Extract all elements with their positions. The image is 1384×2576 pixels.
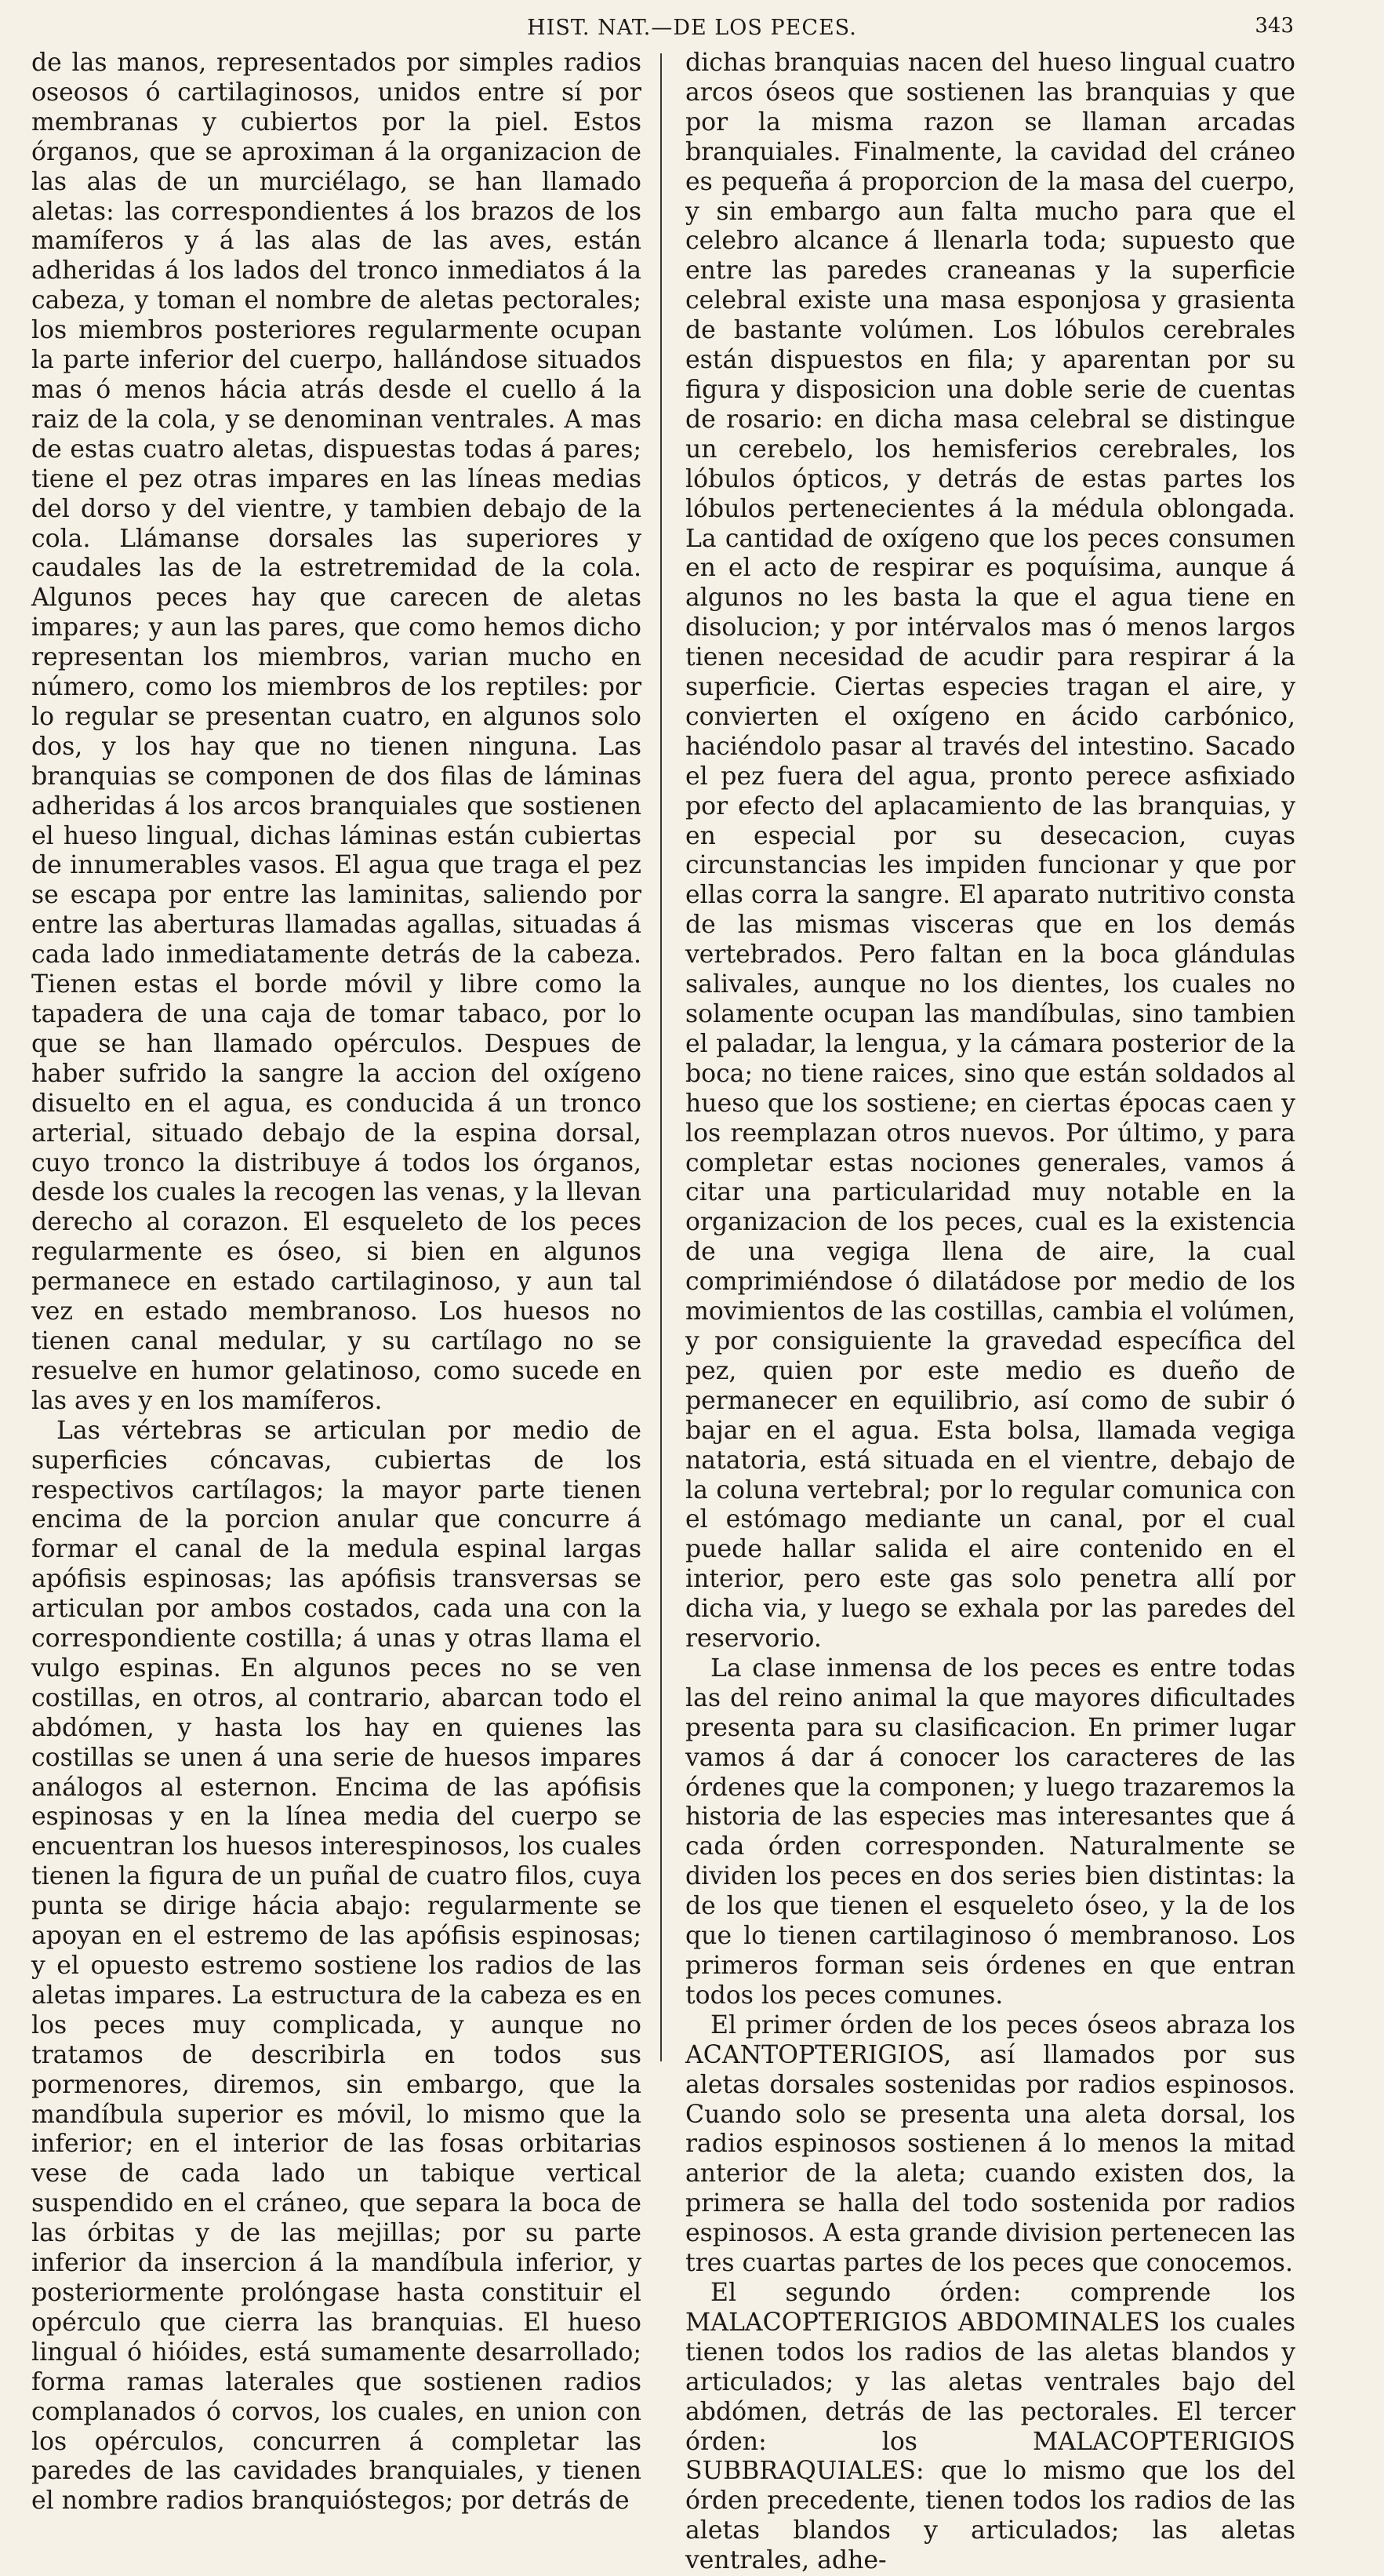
right-column — [685, 49, 1295, 2575]
left-column — [31, 49, 641, 2516]
paragraph: Las vértebras se articulan por medio de superficies cóncavas, cubiertas de los respectivos cartílagos; la mayor parte tienen encima de la porcion anular que concurre á formar el canal de la medula espinal largas apófisis espinosas; las apófisis transversas se articulan por ambos costados, cada una con la correspondiente costilla; á unas y otras llama el vulgo espinas. En algunos peces no se ven costillas, en otros, al contrario, abarcan todo el abdómen, y hasta los hay en quienes las costillas se unen á una serie de huesos impares análogos al esternon. Encima de las apófisis espinosas y en la línea media del cuerpo se encuentran los huesos interespinosos, los cuales tienen la figura de un puñal de cuatro filos, cuya punta se dirige hácia abajo: regularmente se apoyan en el estremo de las apófisis espinosas; y el opuesto estremo sostiene los radios de las aletas impares. La estructura de la cabeza es en los peces muy complicada, y aunque no tratamos de describirla en todos sus pormenores, diremos, sin embargo, que la mandíbula superior es móvil, lo mismo que la inferior; en el interior de las fosas orbitarias vese de cada lado un tabique vertical suspendido en el cráneo, que separa la boca de las órbitas y de las mejillas; por su parte inferior da insercion á la mandíbula inferior, y posteriormente prolóngase hasta constituir el opérculo que cierra las branquias. El hueso lingual ó hióides, está sumamente desarrollado; forma ramas laterales que sostienen radios complanados ó corvos, los cuales, en union con los opérculos, concurren á completar las paredes de las cavidades branquiales, y tienen el nombre radios branquióstegos; por detrás de — [31, 1416, 641, 2516]
page-number: 343 — [1255, 14, 1294, 38]
column-divider — [660, 53, 662, 2061]
paragraph: dichas branquias nacen del hueso lingual cuatro arcos óseos que sostienen las branquias y que por la misma razon se llaman arcadas branquiales. Finalmente, la cavidad del cráneo es pequeña á proporcion de la masa del cuerpo, y sin embargo aun falta mucho para que el celebro alcance á llenarla toda; supuesto que entre las paredes craneanas y la superficie celebral existe una masa esponjosa y grasienta de bastante volúmen. Los lóbulos cerebrales están dispuestos en fila; y aparentan por su figura y disposicion una doble serie de cuentas de rosario: en dicha masa celebral se distingue un cerebelo, los hemisferios cerebrales, los lóbulos ópticos, y detrás de estas partes los lóbulos pertenecientes á la médula oblongada. La cantidad de oxígeno que los peces consumen en el acto de respirar es poquísima, aunque á algunos no les basta la que el agua tiene en disolucion; y por intérvalos mas ó menos largos tienen necesidad de acudir para respirar á la superficie. Ciertas especies tragan el aire, y convierten el oxígeno en ácido carbónico, haciéndolo pasar al través del intestino. Sacado el pez fuera del agua, pronto perece asfixiado por efecto del aplacamiento de las branquias, y en especial por su desecacion, cuyas circunstancias les impiden funcionar y que por ellas corra la sangre. El aparato nutritivo consta de las mismas visceras que en los demás vertebrados. Pero faltan en la boca glándulas salivales, aunque no los dientes, los cuales no solamente ocupan las mandíbulas, sino tambien el paladar, la lengua, y la cámara posterior de la boca; no tiene raices, sino que están soldados al hueso que los sostiene; en ciertas épocas caen y los reemplazan otros nuevos. Por último, y para completar estas nociones generales, vamos á citar una particularidad muy notable en la organizacion de los peces, cual es la existencia de una vegiga llena de aire, la cual comprimiéndose ó dilatádose por medio de los movimientos de las costillas, cambia el volúmen, y por consiguiente la gravedad específica del pez, quien por este medio es dueño de permanecer en equilibrio, así como de subir ó bajar en el agua. Esta bolsa, llamada vegiga natatoria, está situada en el vientre, debajo de la coluna vertebral; por lo regular comunica con el estómago mediante un canal, por el cual puede hallar salida el aire contenido en el interior, pero este gas solo penetra allí por dicha via, y luego se exhala por las paredes del reservorio. — [685, 49, 1295, 1654]
paragraph: El segundo órden: comprende los MALACOPTERIGIOS ABDOMINALES los cuales tienen todos los radios de las aletas blandos y articulados; y las aletas ventrales bajo del abdómen, detrás de las pectorales. El tercer órden: los MALACOPTERIGIOS SUBBRAQUIALES: que lo mismo que los del órden precedente, tienen todos los radios de las aletas blandos y articulados; las aletas ventrales, adhe- — [685, 2278, 1295, 2575]
running-head — [0, 13, 1384, 47]
running-title: HIST. NAT.—DE LOS PECES. — [527, 16, 857, 40]
paragraph: La clase inmensa de los peces es entre todas las del reino animal la que mayores dificultades presenta para su clasificacion. En primer lugar vamos á dar á conocer los caracteres de las órdenes que la componen; y luego trazaremos la historia de las especies mas interesantes que á cada órden corresponden. Naturalmente se dividen los peces en dos series bien distintas: la de los que tienen el esqueleto óseo, y la de los que lo tienen cartilaginoso ó membranoso. Los primeros forman seis órdenes en que entran todos los peces comunes. — [685, 1654, 1295, 2010]
paragraph: El primer órden de los peces óseos abraza los ACANTOPTERIGIOS, así llamados por sus aletas dorsales sostenidas por radios espinosos. Cuando solo se presenta una aleta dorsal, los radios espinosos sostienen á lo menos la mitad anterior de la aleta; cuando existen dos, la primera se halla del todo sostenida por radios espinosos. A esta grande division pertenecen las tres cuartas partes de los peces que conocemos. — [685, 2010, 1295, 2278]
paragraph: de las manos, representados por simples radios oseosos ó cartilaginosos, unidos entre sí por membranas y cubiertos por la piel. Estos órganos, que se aproximan á la organizacion de las alas de un murciélago, se han llamado aletas: las correspondientes á los brazos de los mamíferos y á las alas de las aves, están adheridas á los lados del tronco inmediatos á la cabeza, y toman el nombre de aletas pectorales; los miembros posteriores regularmente ocupan la parte inferior del cuerpo, hallándose situados mas ó menos hácia atrás desde el cuello á la raiz de la cola, y se denominan ventrales. A mas de estas cuatro aletas, dispuestas todas á pares; tiene el pez otras impares en las líneas medias del dorso y del vientre, y tambien debajo de la cola. Llámanse dorsales las superiores y caudales las de la estretremidad de la cola. Algunos peces hay que carecen de aletas impares; y aun las pares, que como hemos dicho representan los miembros, varian mucho en número, como los miembros de los reptiles: por lo regular se presentan cuatro, en algunos solo dos, y los hay que no tienen ninguna. Las branquias se componen de dos filas de láminas adheridas á los arcos branquiales que sostienen el hueso lingual, dichas láminas están cubiertas de innumerables vasos. El agua que traga el pez se escapa por entre las laminitas, saliendo por entre las aberturas llamadas agallas, situadas á cada lado inmediatamente detrás de la cabeza. Tienen estas el borde móvil y libre como la tapadera de una caja de tomar tabaco, por lo que se han llamado opérculos. Despues de haber sufrido la sangre la accion del oxígeno disuelto en el agua, es conducida á un tronco arterial, situado debajo de la espina dorsal, cuyo tronco la distribuye á todos los órganos, desde los cuales la recogen las venas, y la llevan derecho al corazon. El esqueleto de los peces regularmente es óseo, si bien en algunos permanece en estado cartilaginoso, y aun tal vez en estado membranoso. Los huesos no tienen canal medular, y su cartílago no se resuelve en humor gelatinoso, como sucede en las aves y en los mamíferos. — [31, 49, 641, 1415]
